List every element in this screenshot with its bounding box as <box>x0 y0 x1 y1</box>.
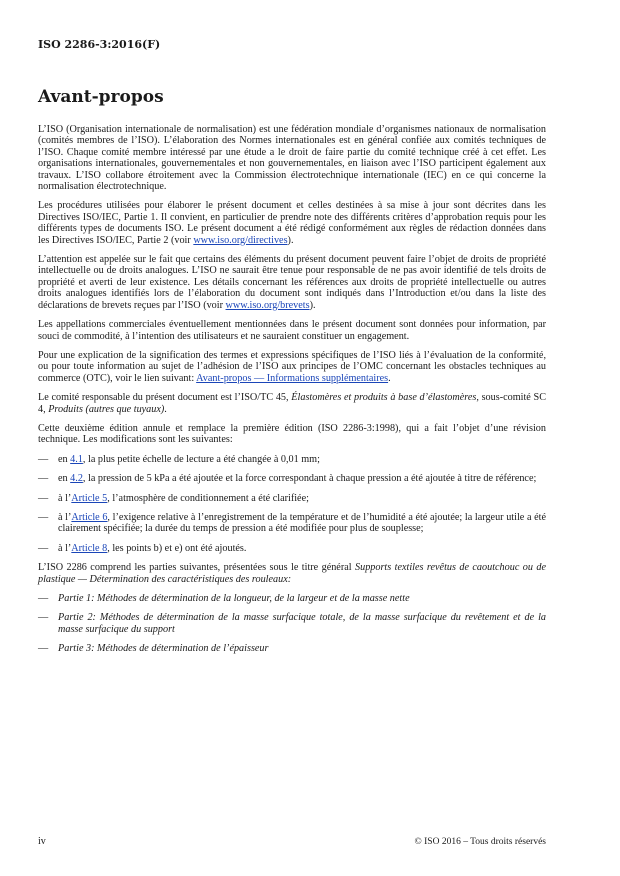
dash-bullet: — <box>38 473 49 485</box>
parts-list <box>38 593 546 655</box>
clause-link[interactable]: 4.1 <box>70 453 83 465</box>
part-title: Partie 3: Méthodes de détermination de l’épaisseur <box>58 643 269 655</box>
part-title: Partie 1: Méthodes de détermination de la longueur, de la largeur et de la masse nette <box>58 593 410 604</box>
paragraph-patents <box>38 254 546 311</box>
paragraph-edition: Cette deuxième édition annule et remplace la première édition (ISO 2286-3:1998), qui a fait l’objet d’une révision technique. Les modifications sont les suivantes: <box>38 422 546 446</box>
paragraph-end: ). <box>309 299 316 311</box>
part-title: Partie 2: Méthodes de détermination de la masse surfacique totale, de la masse surfacique du revêtement et de la masse surfacique du support <box>58 612 546 635</box>
paragraph-end: . <box>388 372 391 384</box>
item-prefix: en <box>58 453 71 465</box>
general-title: Supports textiles revêtus de caoutchouc ou de plastique — Détermination des caractéristiques des rouleaux: <box>38 562 546 585</box>
list-item <box>38 543 546 554</box>
dash-bullet: — <box>38 492 49 504</box>
paragraph-trade-names: Les appellations commerciales éventuellement mentionnées dans le présent document sont données pour information, par souci de commodité, à l’intention des utilisateurs et ne sauraient constituer un engagement. <box>38 319 546 342</box>
list-item-text <box>58 473 546 484</box>
list-item <box>38 473 546 484</box>
dash-bullet: — <box>38 643 49 655</box>
item-prefix: en <box>58 473 71 485</box>
dash-bullet: — <box>38 453 49 465</box>
paragraph-text: L’attention est appelée sur le fait que certains des éléments du présent document peuvent faire l’objet de droits de propriété intellectuelle ou de droits analogues. L’ISO ne saurait être tenue pour responsable de ne pas avoir identifié de tels droits de propriété et averti de leur existence. Les détails concernant les références aux droits de propriété intellectuelle ou autres droits analogues identifiés lors de l’élaboration du document sont indiqués dans l’Introduction et/ou dans la liste des déclarations de brevets reçues par l’ISO (voir <box>38 254 546 311</box>
dash-bullet: — <box>38 612 49 624</box>
item-text: , les points b) et e) ont été ajoutés. <box>107 542 247 554</box>
document-id-header: ISO 2286-3:2016(F) <box>38 38 161 51</box>
list-item <box>38 593 546 604</box>
article-link[interactable]: Article 8 <box>71 542 108 554</box>
page-number: iv <box>38 836 46 847</box>
paragraph-procedures <box>38 200 546 246</box>
paragraph-text: Pour une explication de la signification des termes et expressions spécifiques de l’ISO liés à l’évaluation de la conformité, ou pour toute information au sujet de l’adhésion de l’ISO aux principes de l’OMC concernant les obstacles techniques au commerce (OTC), voir le lien suivant: <box>38 349 546 384</box>
clause-link[interactable]: 4.2 <box>70 473 83 485</box>
paragraph-iso-intro: L’ISO (Organisation internationale de normalisation) est une fédération mondiale d’organismes nationaux de normalisation (comités membres de l’ISO). L’élaboration des Normes internationales est en général confiée aux comités techniques de l’ISO. Chaque comité membre intéressé par une étude a le droit de faire partie du comité technique créé à cet effet. Les organisations internationales, gouvernementales et non gouvernementales, en liaison avec l’ISO participent également aux travaux. L’ISO collabore étroitement avec la Commission électrotechnique internationale (IEC) en ce qui concerne la normalisation électrotechnique. <box>38 124 546 193</box>
list-item-text <box>58 454 546 465</box>
paragraph-parts <box>38 562 546 585</box>
item-prefix: à l’ <box>58 492 72 504</box>
section-title: Avant-propos <box>38 87 164 107</box>
changes-list <box>38 454 546 554</box>
article-link[interactable]: Article 5 <box>71 492 108 504</box>
item-text: , l’atmosphère de conditionnement a été clarifiée; <box>107 492 309 504</box>
committee-text: Le comité responsable du présent document est l’ISO/TC 45, <box>38 392 292 404</box>
committee-text: . <box>164 403 167 415</box>
article-link[interactable]: Article 6 <box>71 511 108 523</box>
parts-intro-text: L’ISO 2286 comprend les parties suivantes, présentées sous le titre général <box>38 562 355 574</box>
patents-link[interactable]: www.iso.org/brevets <box>225 299 310 311</box>
list-item <box>38 512 546 535</box>
item-prefix: à l’ <box>58 542 72 554</box>
list-item <box>38 454 546 465</box>
dash-bullet: — <box>38 511 49 523</box>
supplementary-info-link[interactable]: Avant-propos — Informations supplémentaires <box>196 372 389 384</box>
list-item <box>38 643 546 654</box>
item-text: , l’exigence relative à l’enregistrement de la température et de l’humidité a été ajoutée; la largeur utile a été clairement spécifiée; la durée du temps de pression a été modifiée pour plus de souplesse; <box>58 511 546 535</box>
item-text: , la pression de 5 kPa a été ajoutée et la force correspondant à chaque pression a été ajoutée à titre de référence; <box>82 473 537 485</box>
dash-bullet: — <box>38 542 49 554</box>
paragraph-conformity <box>38 350 546 384</box>
list-item-text <box>58 543 546 554</box>
copyright-notice: © ISO 2016 – Tous droits réservés <box>414 837 546 847</box>
committee-text: , sous-comité SC 4, <box>38 392 546 415</box>
subcommittee-title: Produits (autres que tuyaux) <box>48 403 165 415</box>
document-body <box>38 124 546 663</box>
committee-title: Élastomères et produits à base d’élastomères <box>291 392 477 404</box>
paragraph-committee <box>38 392 546 415</box>
paragraph-text: Les procédures utilisées pour élaborer le présent document et celles destinées à sa mise à jour sont décrites dans les Directives ISO/IEC, Partie 1. Il convient, en particulier de prendre note des différents critères d’approbation requis pour les différents types de documents ISO. Le présent document a été rédigé conformément aux règles de rédaction données dans les Directives ISO/IEC, Partie 2 (voir <box>38 200 546 246</box>
item-text: , la plus petite échelle de lecture a été changée à 0,01 mm; <box>82 453 320 465</box>
item-prefix: à l’ <box>58 511 72 523</box>
list-item <box>38 493 546 504</box>
list-item <box>38 612 546 635</box>
dash-bullet: — <box>38 593 49 604</box>
paragraph-end: ). <box>287 234 294 246</box>
list-item-text <box>58 493 546 504</box>
list-item-text <box>58 512 546 535</box>
directives-link[interactable]: www.iso.org/directives <box>193 234 288 246</box>
